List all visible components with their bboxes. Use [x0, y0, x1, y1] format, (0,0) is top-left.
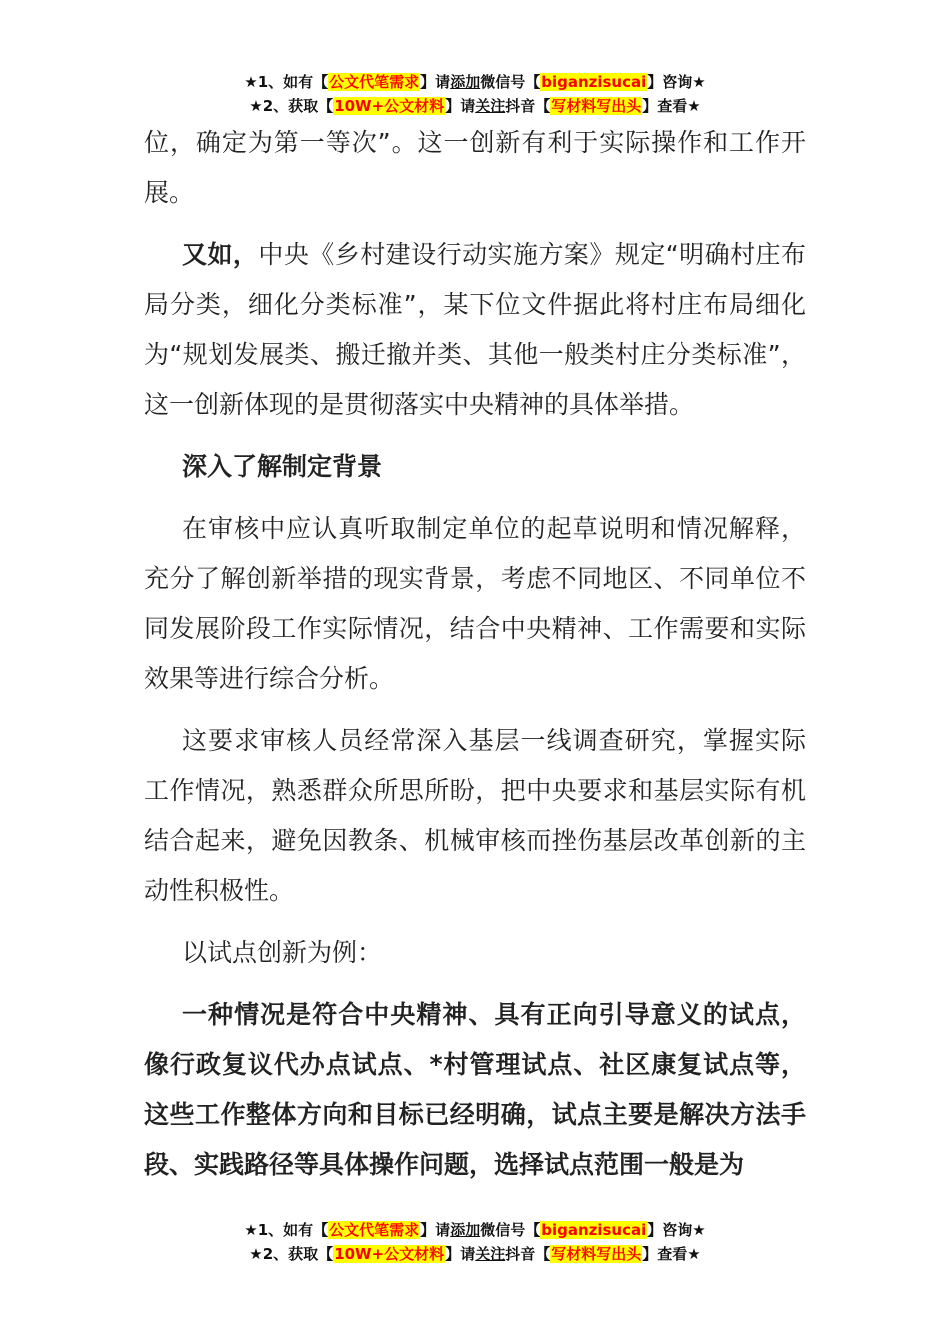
banner-line-2	[0, 94, 950, 118]
banner-text: 抖音【	[505, 1245, 551, 1263]
document-body	[144, 118, 806, 1202]
banner-text: 】请	[445, 97, 476, 115]
banner-highlight: 公文代笔需求	[329, 73, 420, 91]
paragraph-lead: 又如，	[182, 240, 259, 269]
banner-underline: 关注	[475, 1245, 506, 1263]
banner-highlight: biganzisucai	[541, 73, 647, 91]
banner-highlight: 10W+公文材料	[334, 1245, 445, 1263]
banner-highlight: 公文代笔需求	[329, 1221, 420, 1239]
banner-highlight: 写材料写出头	[551, 1245, 642, 1263]
banner-text: 】请	[445, 1245, 476, 1263]
banner-text: ★1、如有【	[244, 73, 329, 91]
banner-underline: 添加	[450, 1221, 481, 1239]
banner-underline: 添加	[450, 73, 481, 91]
banner-text: 】查看★	[642, 97, 701, 115]
paragraph-6: 一种情况是符合中央精神、具有正向引导意义的试点，像行政复议代办点试点、*村管理试点、社区康复试点等，这些工作整体方向和目标已经明确，试点主要是解决方法手段、实践路径等具体操作问题，选择试点范围一般是为	[144, 1000, 806, 1179]
section-heading: 深入了解制定背景	[182, 452, 383, 481]
banner-highlight: 10W+公文材料	[334, 97, 445, 115]
paragraph-5: 以试点创新为例：	[182, 938, 383, 967]
footer-banner	[0, 1218, 950, 1266]
banner-text: 】请	[420, 1221, 451, 1239]
banner-highlight: 写材料写出头	[551, 97, 642, 115]
banner-underline: 关注	[475, 97, 506, 115]
paragraph-4: 这要求审核人员经常深入基层一线调查研究，掌握实际工作情况，熟悉群众所思所盼，把中央要求和基层实际有机结合起来，避免因教条、机械审核而挫伤基层改革创新的主动性积极性。	[144, 726, 806, 905]
banner-line-1	[0, 70, 950, 94]
banner-text: 】咨询★	[647, 1221, 706, 1239]
banner-text: 】咨询★	[647, 73, 706, 91]
paragraph-2	[144, 230, 806, 430]
banner-line-1	[0, 1218, 950, 1242]
banner-text: 微信号【	[480, 1221, 541, 1239]
banner-text: ★2、获取【	[249, 97, 334, 115]
paragraph-3: 在审核中应认真听取制定单位的起草说明和情况解释，充分了解创新举措的现实背景，考虑不同地区、不同单位不同发展阶段工作实际情况，结合中央精神、工作需要和实际效果等进行综合分析。	[144, 514, 806, 693]
banner-text: ★1、如有【	[244, 1221, 329, 1239]
banner-highlight: biganzisucai	[541, 1221, 647, 1239]
header-banner	[0, 70, 950, 118]
paragraph-1: 位，确定为第一等次”。这一创新有利于实际操作和工作开展。	[144, 128, 806, 207]
banner-text: 】查看★	[642, 1245, 701, 1263]
paragraph-body: 中央《乡村建设行动实施方案》规定“明确村庄布局分类，细化分类标准”，某下位文件据此将村庄布局细化为“规划发展类、搬迁撤并类、其他一般类村庄分类标准”，这一创新体现的是贯彻落实中央精神的具体举措。	[144, 240, 806, 419]
banner-line-2	[0, 1242, 950, 1266]
banner-text: ★2、获取【	[249, 1245, 334, 1263]
banner-text: 】请	[420, 73, 451, 91]
banner-text: 抖音【	[505, 97, 551, 115]
banner-text: 微信号【	[480, 73, 541, 91]
